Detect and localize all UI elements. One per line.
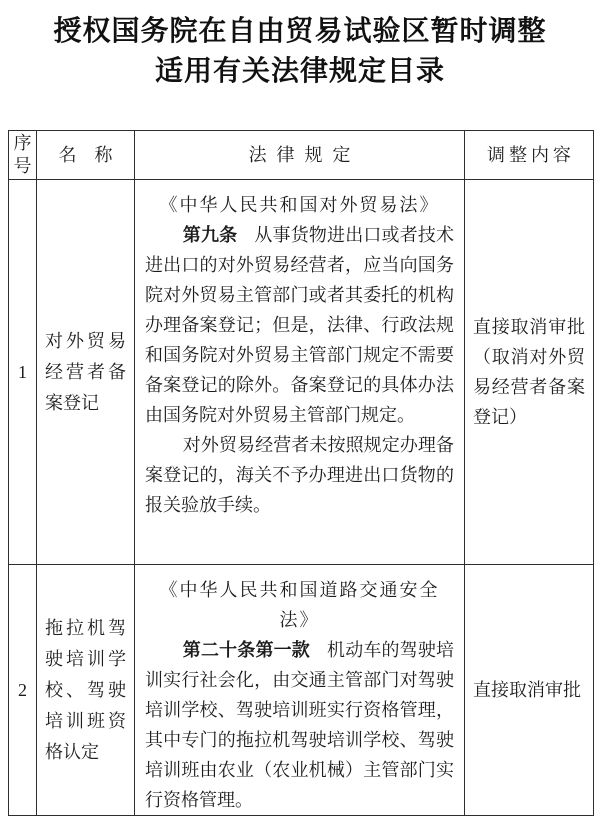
column-header-adjustment: 调整内容 <box>465 131 594 180</box>
law-title: 《中华人民共和国道路交通安全法》 <box>159 580 440 630</box>
item-name-cell: 对外贸易经营者备案登记 <box>37 180 135 565</box>
item-name-cell: 拖拉机驾驶培训学校、驾驶培训班资格认定 <box>37 565 135 816</box>
serial-number-cell: 1 <box>9 180 37 565</box>
paragraph-text: 机动车的驾驶培训实行社会化，由交通主管部门对驾驶培训学校、驾驶培训班实行资格管理，其中专门的拖拉机驾驶培训学校、驾驶培训班由农业（农业机械）主管部门实行资格管理。 <box>145 640 455 810</box>
law-paragraph <box>145 635 454 815</box>
adjustment-content-cell: 直接取消审批（取消对外贸易经营者备案登记） <box>465 180 594 565</box>
document-title-line-1: 授权国务院在自由贸易试验区暂时调整 <box>53 16 547 47</box>
law-title: 《中华人民共和国对外贸易法》 <box>159 195 440 215</box>
document-title-line-2: 适用有关法律规定目录 <box>154 56 445 87</box>
article-number: 第二十条第一款 <box>182 640 310 660</box>
serial-number-cell: 2 <box>9 565 37 816</box>
paragraph-text: 对外贸易经营者未按照规定办理备案登记的，海关不予办理进出口货物的报关验放手续。 <box>145 435 454 515</box>
legal-provision-cell <box>135 565 465 816</box>
article-number: 第九条 <box>182 225 238 245</box>
column-header-legal-provision: 法律规定 <box>135 131 465 180</box>
law-paragraph <box>145 430 454 520</box>
table-row <box>9 180 594 565</box>
table-header-row <box>9 131 594 180</box>
column-header-serial-number: 序号 <box>9 131 37 180</box>
paragraph-text: 从事货物进出口或者技术进出口的对外贸易经营者，应当向国务院对外贸易主管部门或者其委托的机构办理备案登记；但是，法律、行政法规和国务院对外贸易主管部门规定不需要备案登记的除外。备案登记的具体办法由国务院对外贸易主管部门规定。 <box>145 225 455 425</box>
document-title <box>0 12 600 92</box>
legal-provision-cell <box>135 180 465 565</box>
table-row <box>9 565 594 816</box>
adjustment-content-cell: 直接取消审批 <box>465 565 594 816</box>
column-header-name: 名称 <box>37 131 135 180</box>
law-paragraph <box>145 220 454 430</box>
law-catalog-table <box>8 130 594 816</box>
